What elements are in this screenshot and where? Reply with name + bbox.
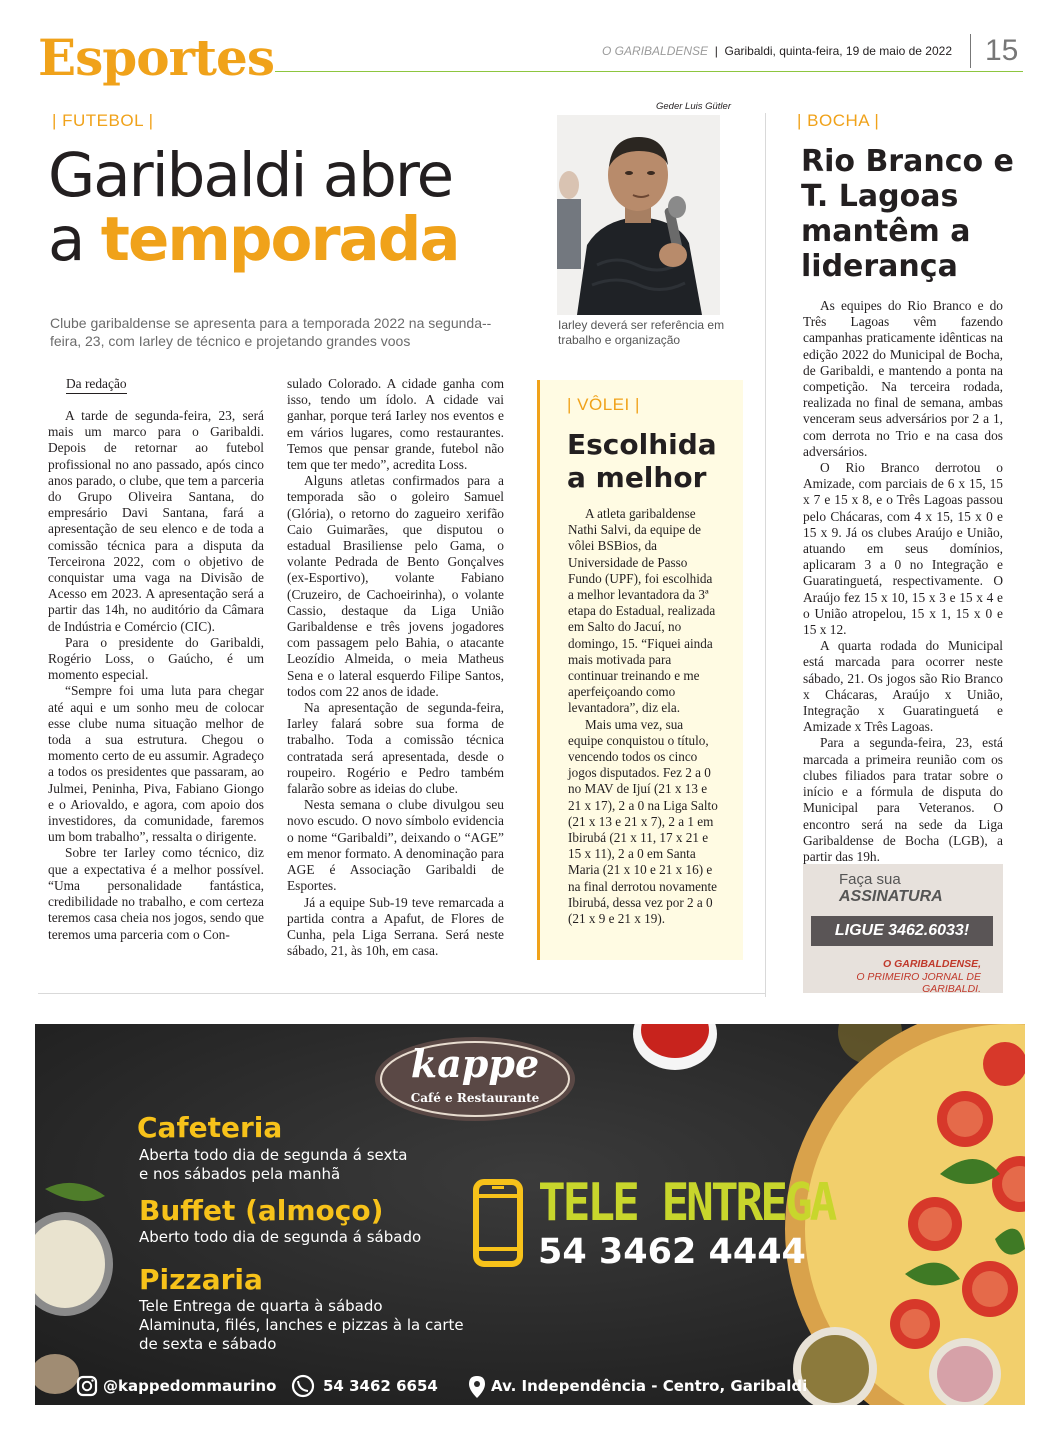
header-separator: | — [714, 44, 718, 58]
subscription-line2: ASSINATURA — [839, 888, 943, 905]
paper-name: O GARIBALDENSE — [602, 44, 709, 58]
section-title: Esportes — [38, 28, 274, 87]
coach-photo — [557, 115, 720, 315]
futebol-kicker: | FUTEBOL | — [52, 111, 154, 130]
pizzaria-title: Pizzaria — [139, 1263, 263, 1296]
headline-line1: Garibaldi abre — [48, 140, 453, 211]
paragraph: Sobre ter Iarley como técnico, diz que a expectativa é a melhor possível. “Uma personalidade fantástica, credibilidade no trabalho, e com certeza teremos casa cheia nos jogos, sendo que teremos uma parceria com o Con- — [48, 845, 264, 942]
kappe-logo-sub: Café e Restaurante — [410, 1091, 540, 1105]
photo-credit: Geder Luis Gütler — [656, 101, 731, 112]
subscription-box — [803, 864, 1003, 993]
paragraph: A quarta rodada do Municipal está marcada para ocorrer neste sábado, 21. Os jogos são Rio Branco x Chácaras, Araújo x União, Integração x Guaratinguetá e Amizade x Três Lagoas. — [803, 638, 1003, 735]
futebol-column-1 — [48, 408, 264, 943]
subscription-tag2: O PRIMEIRO JORNAL DE GARIBALDI. — [856, 971, 981, 995]
tele-entrega-phone[interactable]: 54 3462 4444 — [538, 1232, 806, 1272]
header-rule — [275, 71, 1023, 72]
address: Av. Independência - Centro, Garibaldi — [491, 1377, 808, 1395]
headline-line2-start: a — [48, 204, 101, 275]
coach-illustration — [557, 115, 720, 315]
buffet-title: Buffet (almoço) — [139, 1194, 384, 1227]
volei-body — [568, 506, 718, 927]
article-bottom-rule — [38, 993, 765, 994]
column-rule — [765, 113, 766, 997]
subscription-phone-button[interactable]: LIGUE 3462.6033! — [811, 916, 993, 946]
ad-line: de sexta e sábado — [139, 1335, 277, 1353]
futebol-column-2 — [287, 376, 504, 959]
bocha-title: Rio Branco e T. Lagoas mantêm a liderança — [801, 144, 1014, 284]
paragraph: A atleta garibaldense Nathi Salvi, da equipe de vôlei BSBios, da Universidade de Passo Fundo (UPF), foi escolhida a melhor levantadora da 3ª etapa do Estadual, realizada em Salto do Jacuí, no domingo, 15. “Fiquei ainda mais motivada para continuar treinando e me aperfeiçoando como levantadora”, diz ela. — [568, 506, 716, 716]
paragraph: Para o presidente do Garibaldi, Rogério Loss, o Gaúcho, é um momento especial. — [48, 634, 264, 683]
paragraph: sulado Colorado. A cidade ganha com isso, tendo um ídolo. A cidade vai ganhar, porque terá Iarley nos eventos e em vários lugares, como restaurantes. Temos que pensar grande, futebol não tem que ter medo”, acredita Loss. — [287, 376, 504, 473]
subscription-tag1: O GARIBALDENSE, — [882, 958, 981, 970]
subscription-line1: Faça sua — [839, 871, 901, 888]
subhead: Clube garibaldense se apresenta para a temporada 2022 na segunda--feira, 23, com Iarley de técnico e projetando grandes voos — [50, 315, 492, 349]
ad-line: e nos sábados pela manhã — [139, 1165, 341, 1183]
ad-line: Alaminuta, filés, lanches e pizzas à la carte — [139, 1316, 464, 1334]
bocha-kicker: | BOCHA | — [797, 111, 880, 130]
kappe-advertisement — [35, 1024, 1025, 1405]
photo-caption: Iarley deverá ser referência em trabalho e organização — [558, 318, 725, 347]
header-dateline — [602, 44, 952, 58]
paragraph: O Rio Branco derrotou o Amizade, com parciais de 6 x 15, 15 x 7 e 15 x 8, e o Três Lagoas passou pelo Chácaras, com 4 x 15, 15 x 0 e 15 x 9. Já os clubes Araújo e União, atuando em seus domínios, aplicaram 3 a 0 no Integração e Guaratinguetá, respectivamente. O Araújo fez 15 x 10, 15 x 3 e 15 x 4 e o União atropelou, 15 x 1, 15 x 0 e 15 x 12. — [803, 460, 1003, 638]
paragraph: Na apresentação de segunda-feira, Iarley falará sobre sua forma de trabalho. Toda a comissão técnica contratada será apresentada, desde o roupeiro. Rogério e Pedro também falarão sobre as ideias do clube. — [287, 700, 504, 797]
whatsapp-number[interactable]: 54 3462 6654 — [323, 1377, 438, 1395]
paragraph: Mais uma vez, sua equipe conquistou o título, vencendo todos os cinco jogos disputados. Fez 2 a 0 no MAV de Ijuí (21 x 13 e 21 x 17), 2 a 0 na Liga Salto (21 x 13 e 21 x 7), 2 a 1 em Ibirubá (21 x 11, 17 x 21 e 15 x 11), 2 a 0 em Santa Maria (21 x 10 e 21 x 16) e na final derrotou novamente Ibirubá, dessa vez por 2 a 0 (21 x 9 e 21 x 19). — [568, 716, 718, 927]
volei-title: Escolhida a melhor — [567, 428, 717, 494]
byline: Da redação — [66, 376, 127, 394]
paragraph: Alguns atletas confirmados para a temporada são o goleiro Samuel (Glória), o retorno do zagueiro xerifão Caio Guimarães, que disputou o estadual Brasiliense pelo Gama, o volante Pedrada de Bento Gonçalves (ex-Esportivo), volante Fabiano (Cruzeiro, de Cachoeirinha), o volante Cassio, destaque da Liga União Garibaldense e três jovens jogadores com passagem pelo Bahia, o atacante Leozídio Almeida, o meia Matheus Sena e o lateral esquerdo Filipe Santos, todos com 22 anos de idade. — [287, 473, 504, 699]
paragraph: Para a segunda-feira, 23, está marcada a primeira reunião com os clubes filiados para tratar sobre o início e a fórmula de disputa do Municipal para Veteranos. O encontro será na sede da Liga Garibaldense de Bocha (LGB), a partir das 19h. — [803, 735, 1003, 864]
ad-line: Aberta todo dia de segunda á sexta — [139, 1146, 408, 1164]
ad-line: Aberto todo dia de segunda á sábado — [139, 1228, 422, 1246]
bocha-body — [803, 298, 1003, 865]
instagram-handle[interactable]: @kappedommaurino — [103, 1377, 277, 1395]
volei-kicker: | VÔLEI | — [567, 395, 640, 414]
ad-line: Tele Entrega de quarta à sábado — [139, 1297, 383, 1315]
paragraph: Nesta semana o clube divulgou seu novo escudo. O novo símbolo evidencia o nome “Garibaldi”, deixando o “AGE” em menor formato. A denominação para AGE é Associação Garibaldi de Esportes. — [287, 797, 504, 894]
kappe-logo: kappe — [410, 1041, 540, 1086]
date-line: Garibaldi, quinta-feira, 19 de maio de 2022 — [724, 44, 952, 58]
paragraph: “Sempre foi uma luta para chegar até aqui e um sonho meu de colocar esse clube numa situação melhor de toda a sua estrutura. Chegou o momento certo de eu assumir. Agradeço a todos os presidentes que passaram, ao Julmei, Peninha, Piva, Fabiano Giongo e o Ariovaldo, e agora, com apoio dos investidores, da comunidade, faremos um bom trabalho”, ressalta o dirigente. — [48, 683, 264, 845]
cafeteria-title: Cafeteria — [137, 1111, 283, 1144]
page-number: 15 — [970, 34, 1018, 68]
paragraph: As equipes do Rio Branco e do Três Lagoas vêm fazendo campanhas praticamente idênticas na edição 2022 do Municipal de Bocha, de Garibaldi, e mantendo a ponta na competição. Na terceira rodada, realizada no final de semana, ambas venceram seus adversários por 2 a 1, com derrota no Trio e na casa dos adversários. — [803, 298, 1003, 459]
paragraph: A tarde de segunda-feira, 23, será mais um marco para o Garibaldi. Depois de retornar ao futebol profissional no ano passado, após cinco anos parado, o clube, que tem a parceria do Grupo Oliveira Santana, do empresário Davi Santana, fará a apresentação de seu elenco e de toda a comissão técnica para a disputa da Terceirona 2022, com o objetivo de conquistar uma vaga na Divisão de Acesso em 2023. A apresentação será a partir das 14h, no auditório da Câmara de Indústria e Comércio (CIC). — [48, 408, 264, 634]
headline-accent: temporada — [100, 204, 459, 275]
buffet-text — [139, 1228, 421, 1247]
paragraph: Já a equipe Sub-19 teve remarcada a partida contra a Apafut, de Flores de Cunha, pela Liga Serrana. Será neste sábado, 21, às 10h, em casa. — [287, 894, 504, 959]
cafeteria-text — [139, 1146, 407, 1184]
tele-entrega-label: TELE ENTREGA — [538, 1171, 835, 1233]
headline — [48, 140, 518, 275]
pizzaria-text — [139, 1297, 464, 1354]
